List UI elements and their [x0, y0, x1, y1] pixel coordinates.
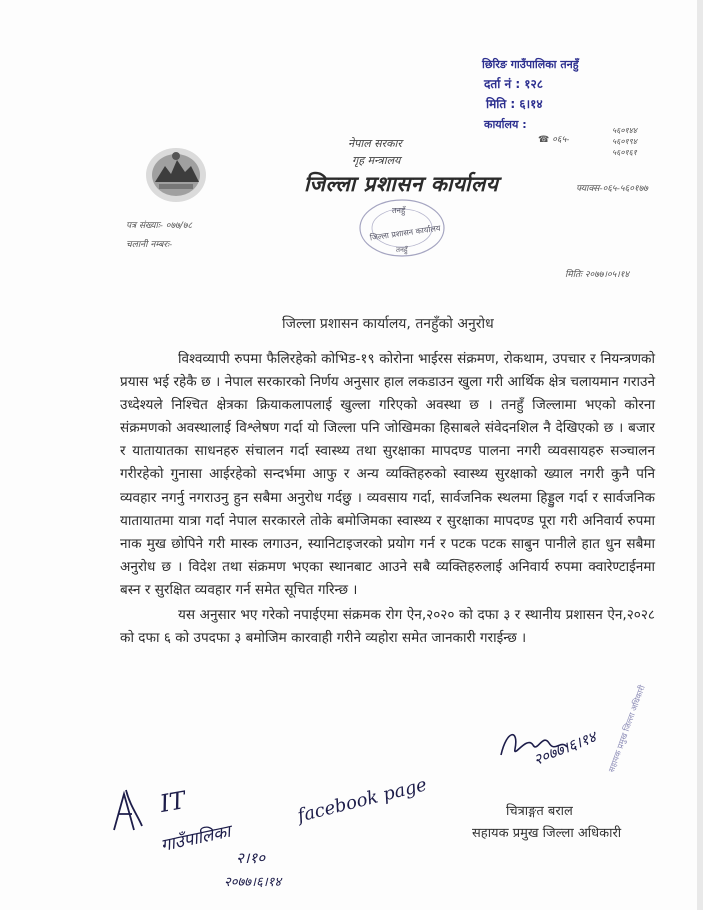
letter-subject: जिल्ला प्रशासन कार्यालय, तनहुँको अनुरोध [282, 316, 494, 332]
stamp-line-1: छिरिङ गाउँपालिका तनहुँ [482, 58, 579, 71]
phone-icon: ☎ [538, 135, 550, 145]
signatory-title: सहायक प्रमुख जिल्ला अधिकारी [472, 826, 622, 841]
handwritten-note-number: २।१० [236, 849, 266, 867]
phone-prefix: ०६५- [552, 135, 570, 145]
dispatch-number: चलानी नम्बरः- [126, 240, 173, 250]
phone-number-1: ५६०१४४ [612, 126, 637, 135]
office-title: जिल्ला प्रशासन कार्यालय [304, 172, 499, 196]
phone-numbers [612, 125, 637, 158]
signatory-name: चित्राङ्गत बराल [506, 804, 573, 819]
nepal-emblem-icon [143, 144, 209, 204]
phone-number-3: ५६०१६१ [612, 148, 637, 157]
fax-number: फ्याक्स-०६५-५६०१७७ [576, 184, 648, 194]
handwritten-note-it: IT [157, 785, 188, 819]
page-edge [697, 0, 703, 910]
stamp-line-2: दर्ता नं : १२८ [484, 77, 544, 91]
seal-line-1: तनहुँ [392, 206, 406, 215]
reference-number: पत्र संख्याः- ०७७/७८ [126, 221, 193, 231]
stamp-line-4: कार्यालय : [484, 118, 527, 131]
handwritten-mark [108, 786, 148, 836]
letter-date: मितिः २०७७।०५।१४ [565, 270, 630, 280]
seal-line-3: तनहुँ [396, 246, 408, 254]
side-stamp: सहायक प्रमुख जिल्ला अधिकारी [606, 684, 647, 774]
phone-block [538, 132, 569, 145]
office-seal [356, 196, 448, 260]
letter-body [120, 348, 655, 650]
handwritten-note-rural: गाउँपालिका [159, 821, 233, 857]
received-stamp [478, 55, 628, 141]
ministry-name: गृह मन्त्रालय [352, 154, 401, 167]
phone-number-2: ५६०१९४ [612, 137, 637, 146]
paragraph-1: विश्वव्यापी रुपमा फैलिरहेको कोभिड-१९ कोरोना भाईरस संक्रमण, रोकथाम, उपचार र नियन्त्रणको प्रयास भई रहेकै छ । नेपाल सरकारको निर्णय अनुसार हाल लकडाउन खुला गरी आर्थिक क्षेत्र चलायमान गराउने उध्देश्यले निश्चित क्षेत्रका क्रियाकलापलाई खुल्ला गरिएको अवस्था छ । तनहुँ जिल्लामा भएको कोरना संक्रमणको अवस्थालाई विश्लेषण गर्दा यो जिल्ला पनि जोखिमका हिसाबले संवेदनशिल नै देखिएको छ । बजार र यातायातका साधनहरु संचालन गर्दा स्वास्थ्य तथा सुरक्षाका मापदण्ड पालना नगरी व्यवसायहरु सञ्चालन गरीरहेको गुनासा आईरहेको सन्दर्भमा आफु र अन्य व्यक्तिहरुको स्वास्थ्य सुरक्षाको ख्याल नगरी कुनै पनि व्यवहार नगर्नु नगराउनु हुन सबैमा अनुरोध गर्दछु । व्यवसाय गर्दा, सार्वजनिक स्थलमा हिड्डुल गर्दा र सार्वजनिक यातायातमा यात्रा गर्दा नेपाल सरकारले तोके बमोजिमका स्वास्थ्य र सुरक्षाका मापदण्ड पूरा गरी अनिवार्य रुपमा नाक मुख छोपिने गरी मास्क लगाउन, स्यानिटाइजरको प्रयोग गर्न र पटक पटक साबुन पानीले हात धुन सबैमा अनुरोध छ । विदेश तथा संक्रमण भएका स्थानबाट आउने सबै व्यक्तिहरुलाई अनिवार्य रुपमा क्वारेण्टाईनमा बस्न र सुरक्षित व्यवहार गर्न समेत सूचित गरिन्छ । [120, 351, 655, 598]
handwritten-note-facebook: facebook page [295, 774, 429, 827]
handwritten-date: २०७७।६।१४ [530, 727, 599, 770]
seal-line-2: जिल्ला प्रशासन कार्यालय [369, 223, 442, 243]
government-name: नेपाल सरकार [348, 137, 402, 150]
paragraph-2: यस अनुसार भए गरेको नपाईएमा संक्रमक रोग ऐन,२०२० को दफा ३ र स्थानीय प्रशासन ऐन,२०२८ को दफा ६ को उपदफा ३ बमोजिम कारवाही गरीने व्यहोरा समेत जानकारी गराईन्छ । [120, 607, 655, 647]
stamp-line-3: मिति : ६।१४ [486, 97, 543, 111]
handwritten-note-date: २०७७।६।१४ [224, 875, 282, 890]
